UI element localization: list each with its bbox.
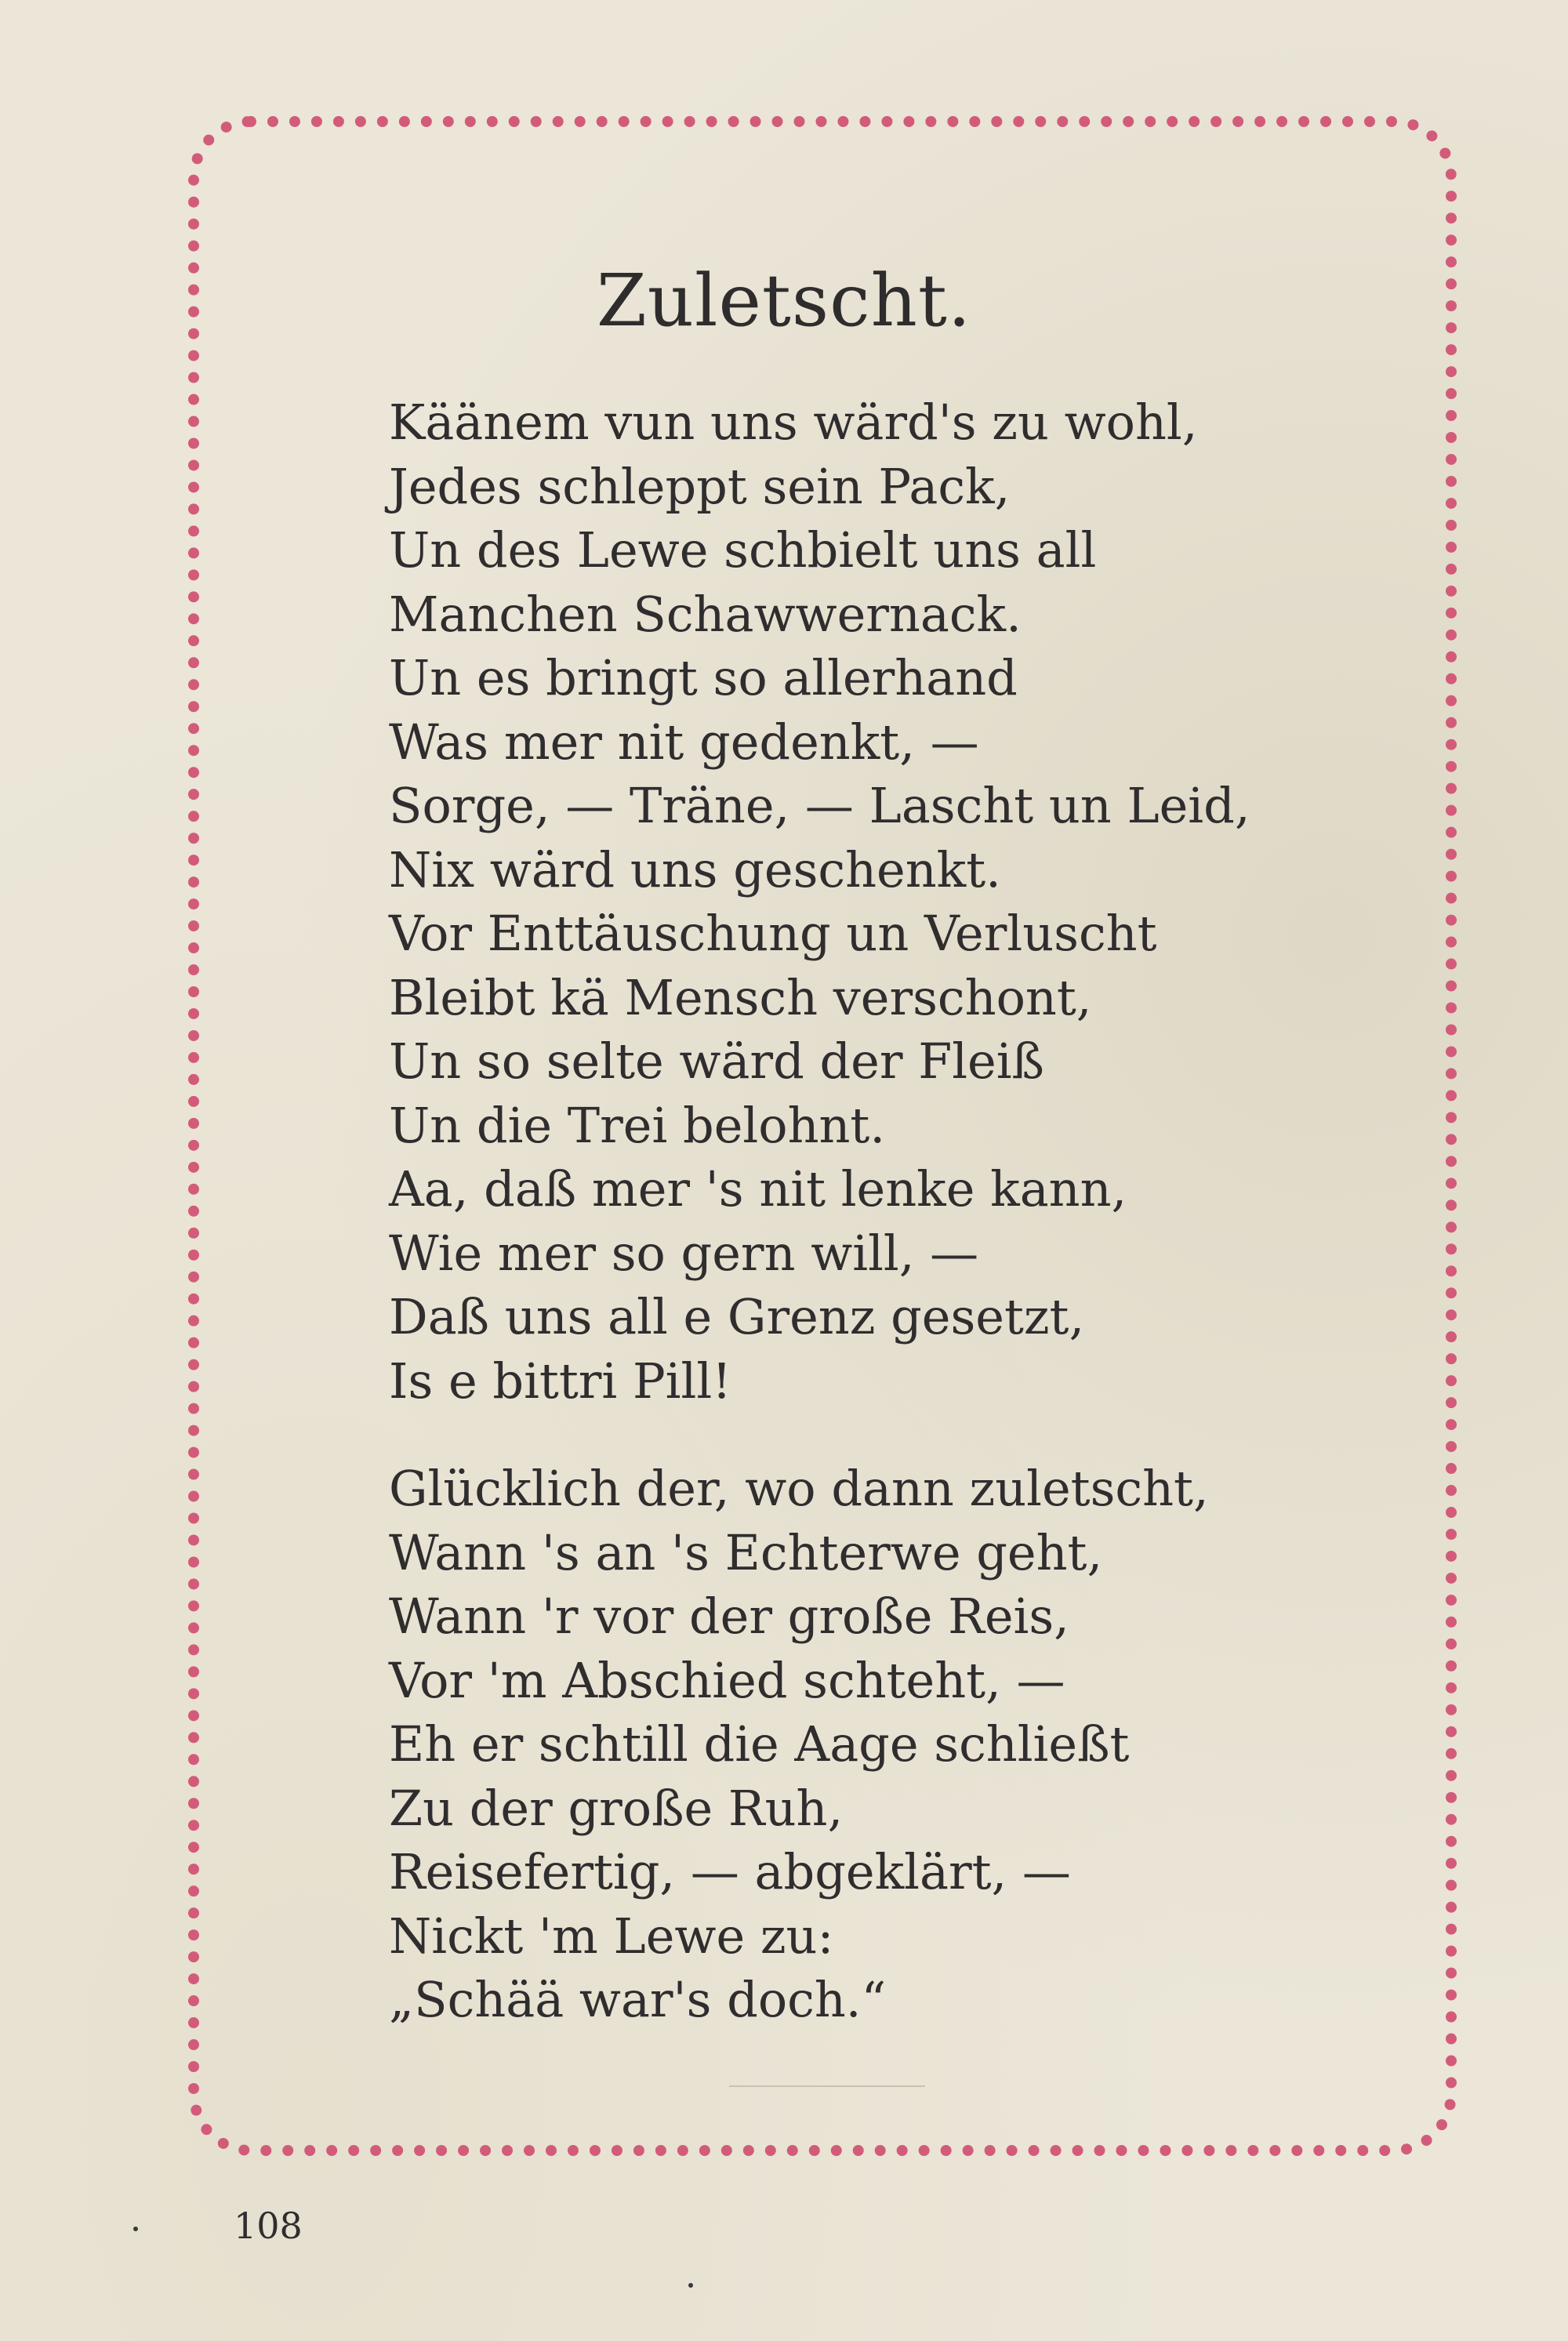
stanza-gap [389, 1413, 1369, 1457]
poem-line: Wie mer so gern will, — [389, 1224, 979, 1282]
poem-line: Reisefertig, — abgeklärt, — [389, 1843, 1071, 1900]
poem-line: Vor 'm Abschied schteht, — [389, 1651, 1065, 1709]
closing-rule [729, 2085, 925, 2087]
ink-speck [688, 2283, 693, 2288]
poem-line: Un es bringt so allerhand [389, 649, 1018, 706]
poem-line: Jedes schleppt sein Pack, [389, 457, 1011, 515]
poem-line: Was mer nit gedenkt, — [389, 713, 979, 771]
poem-line: Is e bittri Pill! [389, 1352, 732, 1410]
stanza-1 [389, 390, 1369, 1413]
poem-line: Eh er schtill die Aage schließt [389, 1715, 1130, 1773]
stanza-2 [389, 1457, 1369, 2032]
poem-body [389, 390, 1369, 2032]
poem-line: Un die Trei belohnt. [389, 1096, 886, 1154]
poem-line: Glücklich der, wo dann zuletscht, [389, 1460, 1209, 1517]
poem-title: Zuletscht. [596, 259, 972, 343]
poem-line: Zu der große Ruh, [389, 1779, 844, 1837]
poem-line: Un des Lewe schbielt uns all [389, 521, 1097, 579]
poem-line: Vor Enttäuschung un Verluscht [389, 905, 1157, 962]
poem-line: Sorge, — Träne, — Lascht un Leid, [389, 777, 1250, 834]
poem-line: Manchen Schawwernack. [389, 585, 1022, 643]
poem-line: Daß uns all e Grenz gesetzt, [389, 1288, 1085, 1345]
poem-line: Bleibt kä Mensch verschont, [389, 968, 1092, 1026]
poem-line: Aa, daß mer 's nit lenke kann, [389, 1160, 1127, 1218]
page-number: 108 [234, 2205, 303, 2247]
poem-line: Un so selte wärd der Fleiß [389, 1033, 1044, 1090]
poem-line: Wann 'r vor der große Reis, [389, 1588, 1069, 1645]
poem-line: „Schää war's doch.“ [389, 1971, 887, 2028]
ink-speck [133, 2227, 138, 2231]
poem-line: Nix wärd uns geschenkt. [389, 840, 1001, 898]
poem-line: Wann 's an 's Echterwe geht, [389, 1523, 1103, 1581]
poem-line: Käänem vun uns wärd's zu wohl, [389, 394, 1198, 451]
poem-line: Nickt 'm Lewe zu: [389, 1907, 834, 1965]
